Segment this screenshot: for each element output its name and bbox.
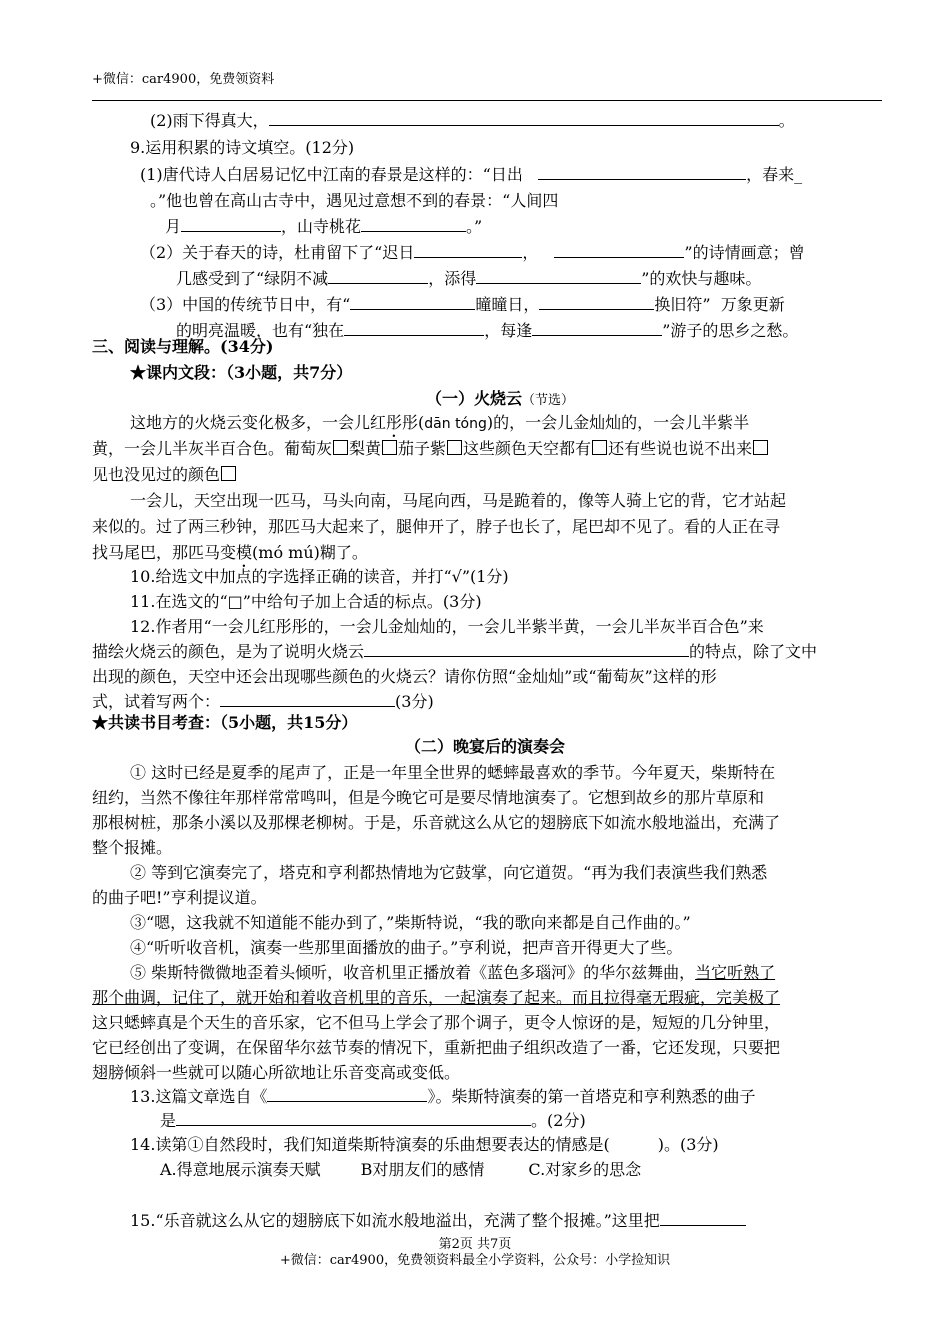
question-12-line3: 出现的颜色，天空中还会出现哪些颜色的火烧云？请你仿照“金灿灿”或“葡萄灰”这样的形 [92,667,717,686]
q9-2-text-c: ”的诗情画意；曾 [684,243,805,262]
passage-2-title-text: （二）晚宴后的演奏会 [404,737,565,756]
q9-3-text-e: ，每逢 [484,321,533,340]
q14-text-b: )。(3分) [657,1135,719,1154]
punct-box[interactable] [333,440,348,455]
question-9-1-line3 [165,214,482,237]
question-12-line4 [92,689,434,712]
pinyin: dān tóng [424,416,487,432]
q9-2-text-d: 几感受到了“绿阴不减 [176,269,329,288]
q9-2-text-f: ”的欢快与趣味。 [641,269,762,288]
q9-1-text-e: ，山寺桃花 [281,217,362,236]
section-3-sub1: ★课内文段：（3小题，共7分） [130,363,353,382]
q13-text-d: 。(2分) [531,1111,586,1130]
q9-3-text-a: （3）中国的传统节日中，有“ [140,295,351,314]
answer-blank[interactable] [660,1224,746,1226]
punct-box[interactable] [592,440,607,455]
q13-text-b: 》。柴斯特演奏的第一首塔克和亨利熟悉的曲子 [427,1087,756,1106]
passage-1-title-text: （一）火烧云 [425,389,522,408]
dotted-char: 彤 [386,413,403,432]
dotted-char: 模 [236,543,253,562]
q13-text-a: 13.这篇文章选自《 [130,1087,268,1106]
question-10: 10.给选文中加点的字选择正确的读音，并打“√”(1分) [130,567,509,586]
p1-text: )的，一会儿金灿灿的，一会儿半紫半 [486,413,750,432]
question-14 [130,1132,719,1155]
p1-text: 梨黄 [349,439,382,458]
q12-text-b: 描绘火烧云的颜色，是为了说明火烧云 [92,642,365,661]
p1-text: 彤( [402,413,425,432]
question-13-line2 [160,1108,586,1131]
answer-blank[interactable] [414,256,522,258]
p5-text: ⑤ 柴斯特微微地歪着头倾听，收音机里正播放着《蓝色多瑙河》的华尔兹舞曲， [130,963,696,982]
passage-2-p1-line1: ① 这时已经是夏季的尾声了，正是一年里全世界的蟋蟀最喜欢的季节。今年夏天，柴斯特在 [130,763,776,782]
q9-1-text-a: (1)唐代诗人白居易记忆中江南的春景是这样的：“日出 [140,165,523,184]
underlined-sentence: 那个曲调，记住了，就开始和着收音机里的音乐，一起演奏了起来。 [92,988,573,1007]
question-9-3-line1 [140,292,785,315]
q12-text-c: 的特点，除了文中 [689,642,818,661]
q8-2-end: 。 [778,111,795,130]
q9-2-text-e: ，添得 [428,269,477,288]
passage-2-p5-line2 [92,985,780,1008]
q9-3-text-c2: 万象更新 [720,295,785,314]
passage-1-line2 [92,436,769,459]
answer-blank[interactable] [476,282,641,284]
answer-blank[interactable] [350,308,475,310]
punct-box[interactable] [447,440,462,455]
q9-3-text-c: 换旧符” [654,295,711,314]
answer-blank[interactable] [269,124,779,126]
q9-3-text-b: 曈曈日， [475,295,540,314]
header-rule [92,100,882,101]
passage-2-title [0,734,950,757]
answer-blank[interactable] [181,230,281,232]
option-a[interactable]: A.得意地展示演奏天赋 [160,1160,321,1179]
passage-2-p1-line3: 那根树桩，那条小溪以及那棵老柳树。于是，乐音就这么从它的翅膀底下如流水般地溢出，充满了 [92,813,781,832]
q9-3-text-f: ”游子的思乡之愁。 [662,321,799,340]
q9-1-text-b: ，春来_ [746,165,803,184]
question-8-2 [150,108,795,131]
answer-blank[interactable] [364,655,689,657]
option-c[interactable]: C.对家乡的思念 [528,1160,642,1179]
p1-text: 还有些说也说不出来 [608,439,753,458]
q9-1-text-d: 月 [165,217,182,236]
question-9-title: 9.运用积累的诗文填空。(12分) [130,138,355,157]
passage-2-p2-line1: ② 等到它演奏完了，塔克和亨利都热情地为它鼓掌，向它道贺。“再为我们表演些我们熟悉 [130,863,768,882]
q13-text-c: 是 [160,1111,177,1130]
q9-2-text-a: （2）关于春天的诗，杜甫留下了“迟日 [140,243,415,262]
passage-2-p5-line1 [130,960,775,983]
page-number: 第2页 共7页 [438,1237,512,1252]
passage-2-p5-line3: 这只蟋蟀真是个天生的音乐家，它不但马上学会了那个调子，更令人惊讶的是，短短的几分钟里， [92,1013,781,1032]
passage-2-p2-line2: 的曲子吧!”亨利提议道。 [92,888,267,907]
q9-3-text-d: 的明亮温暖，也有“独在 [176,321,345,340]
q14-text-a: 14.读第①自然段时，我们知道柴斯特演奏的乐曲想要表达的情感是( [130,1135,610,1154]
punct-box[interactable] [382,440,397,455]
section-3-title: 三、阅读与理解。(34分) [92,337,274,356]
passage-2-p5-line4: 它已经创出了变调，在保留华尔兹节奏的情况下，重新把曲子组织改造了一番，它还发现，只要把 [92,1038,781,1057]
p2-text: 找马尾巴，那匹马变 [92,543,237,562]
question-11: 11.在选文的“□”中给句子加上合适的标点。(3分) [130,592,482,611]
question-9-2-line2 [176,266,761,289]
passage-1-line4: 一会儿，天空出现一匹马，马头向南，马尾向西，马是跪着的，像等人骑上它的背，它才站起 [130,491,787,510]
question-12-line1: 12.作者用“一会儿红彤彤的，一会儿金灿灿的，一会儿半紫半黄，一会儿半灰半百合色”来 [130,617,764,636]
question-9-1-line2: 。”他也曾在高山古寺中，遇见过意想不到的春景：“人间四 [150,191,559,210]
answer-blank[interactable] [220,705,395,707]
footer-note: +微信：car4900，免费领资料最全小学资料，公众号：小学捡知识 [279,1253,671,1268]
passage-2-p1-line2: 纽约，当然不像往年那样常常鸣叫，但是今晚它可是要尽情地演奏了。它想到故乡的那片草原和 [92,788,765,807]
p1-text: 茄子紫 [398,439,447,458]
q9-2-text-b: ， [522,243,539,262]
answer-blank[interactable] [532,334,662,336]
q15-text-a: 15.“乐音就这么从它的翅膀底下如流水般地溢出，充满了整个报摊。”这里把 [130,1211,660,1230]
passage-2-p1-line4: 整个报摊。 [92,838,173,857]
underlined-sentence: 当它听熟了 [695,963,776,982]
q9-1-text-f: 。” [466,217,483,236]
option-b[interactable]: B对朋友们的感情 [360,1160,485,1179]
passage-2-p3: ③“嗯，这我就不知道能不能办到了，”柴斯特说，“我的歌向来都是自己作曲的。” [130,913,691,932]
passage-1-line5: 来似的。过了两三秒钟，那匹马大起来了，腿伸开了，脖子也长了，尾巴却不见了。看的人正在寻 [92,517,781,536]
punct-box[interactable] [221,466,236,481]
p2-text: (mó mú)糊了。 [252,543,368,562]
answer-blank[interactable] [267,1100,427,1102]
q12-text-e: 式，试着写两个： [92,692,221,711]
p1-text: 见也没见过的颜色 [92,465,221,484]
underlined-sentence: 而且拉得毫无瑕疵，完美极了 [572,988,781,1007]
answer-blank[interactable] [361,230,466,232]
passage-2-p5-line5: 翅膀倾斜一些就可以随心所欲地让乐音变高或变低。 [92,1063,461,1082]
p1-text: 黄，一会儿半灰半百合色。葡萄灰 [92,439,333,458]
question-14-options [160,1157,641,1180]
question-15 [130,1208,746,1231]
passage-1-line3 [92,462,237,485]
p1-text: 这些颜色天空都有 [463,439,592,458]
p1-text: 这地方的火烧云变化极多，一会儿红 [130,413,387,432]
section-3-sub2: ★共读书目考查：（5小题，共15分） [92,713,358,732]
answer-blank[interactable] [176,1124,531,1126]
answer-blank[interactable] [539,308,654,310]
punct-box[interactable] [753,440,768,455]
question-12-line2 [92,639,817,662]
answer-blank[interactable] [554,256,684,258]
q8-2-label: (2)雨下得真大， [150,111,269,130]
passage-1-note: （节选） [522,393,575,408]
question-13-line1 [130,1084,755,1107]
question-9-2-line1 [140,240,805,263]
passage-1-title [0,386,950,409]
q12-text-f: (3分) [395,692,434,711]
passage-2-p4: ④“听听收音机，演奏一些那里面播放的曲子。”亨利说，把声音开得更大了些。 [130,938,683,957]
header-note: +微信：car4900，免费领资料 [92,72,275,87]
answer-blank[interactable] [344,334,484,336]
question-9-1-line1 [140,162,802,185]
answer-blank[interactable] [328,282,428,284]
answer-blank[interactable] [538,178,746,180]
